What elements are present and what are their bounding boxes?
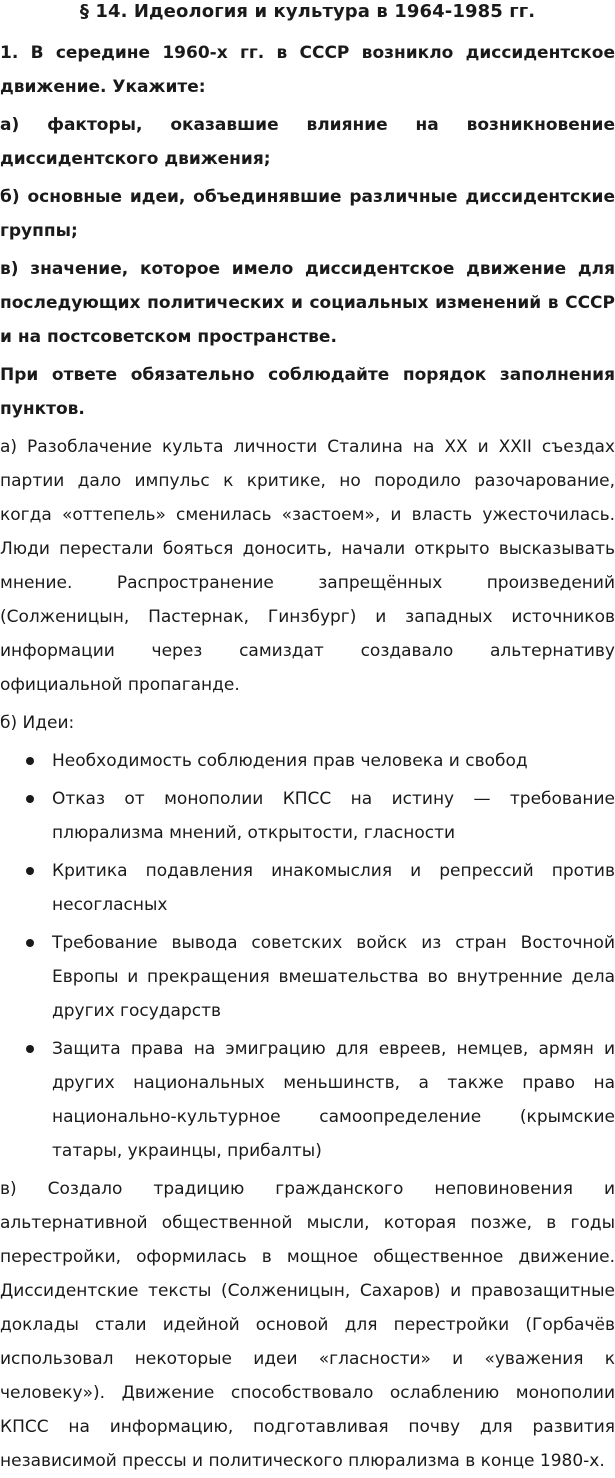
idea-text: Защита права на эмиграцию для евреев, немцев, армян и других национальных меньшинств, а также право на национально-культурное самоопределение (крымские татары, украинцы, прибалты)	[52, 1039, 615, 1161]
question-part-a: а) факторы, оказавшие влияние на возникновение диссидентского движения;	[0, 115, 615, 169]
question-part-c: в) значение, которое имело диссидентское движение для последующих политических и социальных изменений в СССР и на постсоветском пространстве.	[0, 259, 615, 347]
list-item	[0, 744, 615, 778]
idea-text: Требование вывода советских войск из стран Восточной Европы и прекращения вмешательства во внутренние дела других государств	[52, 933, 615, 1021]
bullet-icon	[26, 939, 34, 947]
idea-text: Отказ от монополии КПСС на истину — требование плюрализма мнений, открытости, гласности	[52, 789, 615, 843]
bullet-icon	[26, 757, 34, 765]
idea-text: Необходимость соблюдения прав человека и свобод	[52, 751, 528, 771]
list-item	[0, 782, 615, 850]
list-item	[0, 1032, 615, 1168]
list-item	[0, 926, 615, 1028]
idea-text: Критика подавления инакомыслия и репрессий против несогласных	[52, 861, 615, 915]
section-title: § 14. Идеология и культура в 1964-1985 гг.	[79, 1, 536, 22]
question-intro: 1. В середине 1960-х гг. в СССР возникло диссидентское движение. Укажите:	[0, 43, 615, 97]
bullet-icon	[26, 1045, 34, 1053]
bullet-icon	[26, 795, 34, 803]
answer-part-b-label: б) Идеи:	[0, 713, 75, 733]
answer-part-c: в) Создало традицию гражданского неповиновения и альтернативной общественной мысли, которая позже, в годы перестройки, оформилась в мощное общественное движение. Диссидентские тексты (Солженицын, Сахаров) и правозащитные доклады стали идейной основой для перестройки (Горбачёв использовал некоторые идеи «гласности» и «уважения к человеку»). Движение способствовало ослаблению монополии КПСС на информацию, подготавливая почву для развития независимой прессы и политического плюрализма в конце 1980-х.	[0, 1179, 615, 1471]
question-part-b: б) основные идеи, объединявшие различные диссидентские группы;	[0, 187, 615, 241]
bullet-icon	[26, 867, 34, 875]
answer-part-a: а) Разоблачение культа личности Сталина на XX и XXII съездах партии дало импульс к критике, но породило разочарование, когда «оттепель» сменилась «застоем», и власть ужесточилась. Люди перестали бояться доносить, начали открыто высказывать мнение. Распространение запрещённых произведений (Солженицын, Пастернак, Гинзбург) и западных источников информации через самиздат создавало альтернативу официальной пропаганде.	[0, 437, 615, 695]
list-item	[0, 854, 615, 922]
question-note: При ответе обязательно соблюдайте порядок заполнения пунктов.	[0, 365, 615, 419]
ideas-list	[0, 744, 615, 1168]
